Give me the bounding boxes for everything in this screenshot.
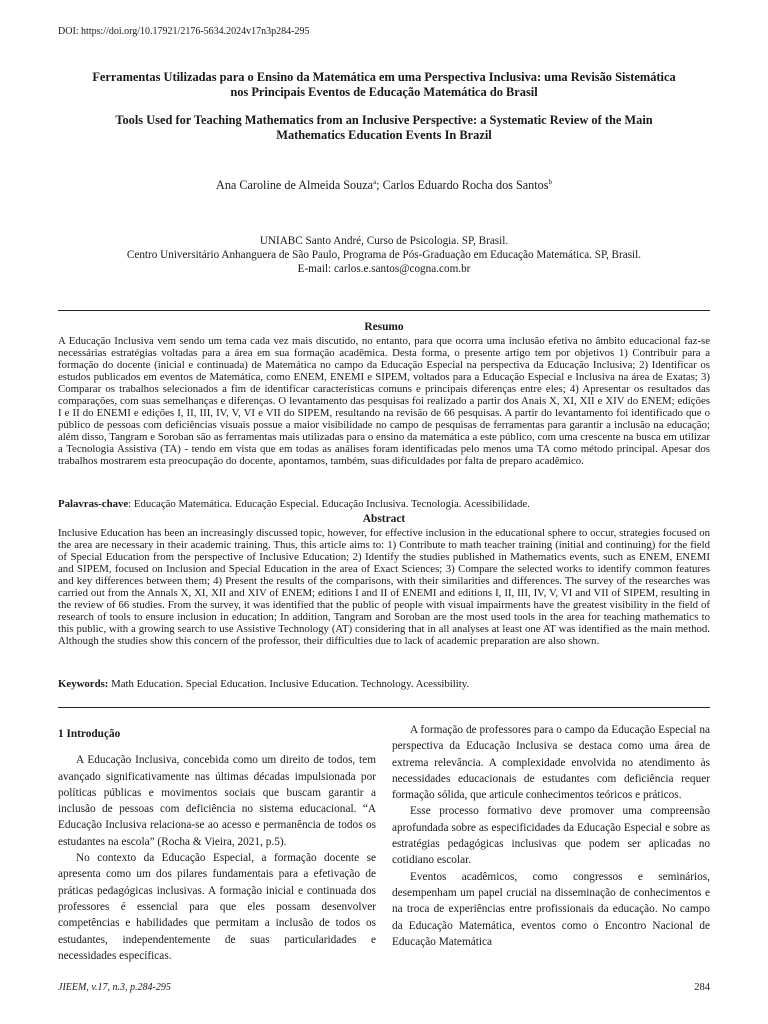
journal-citation: JIEEM, v.17, n.3, p.284-295	[58, 982, 171, 993]
author-list	[58, 178, 710, 193]
author-separator: ;	[376, 178, 383, 193]
title-pt-line2: nos Principais Eventos de Educação Matemática do Brasil	[230, 85, 538, 99]
title-english	[58, 113, 710, 143]
abstract-heading: Abstract	[362, 513, 406, 525]
body-paragraph: A formação de professores para o campo da Educação Especial na perspectiva da Educação Inclusiva se destaca como uma área de extrema relevância. A complexidade envolvida no atendimento às necessidades educacionais de estudantes com deficiência requer formação sólida, que articule conhecimentos teóricos e práticos.	[392, 724, 710, 802]
keywords-list: Math Education. Special Education. Inclusive Education. Technology. Acessibility.	[108, 678, 470, 690]
keywords	[58, 678, 710, 690]
palavras-chave	[58, 498, 710, 510]
resumo-text: A Educação Inclusiva vem sendo um tema cada vez mais discutido, no entanto, para que ocorra uma inclusão efetiva no âmbito educacional faz-se necessárias estratégias voltadas para a área em sua formação acadêmica. Desta forma, o presente artigo tem por objetivos 1) Contribuir para a formação do docente (inicial e continuada) de Matemática no campo da Educação Especial na perspectiva da Educação Inclusiva; 2) Identificar os estudos publicados em eventos de Matemática, como ENEM, ENEMI e SIPEM, voltados para a Educação Especial e Inclusiva na área de Exatas; 3) Comparar os trabalhos selecionados a fim de identificar características comuns e principais diferenças entre eles; 4) Apresentar os resultados das comparações, com suas semelhanças e diferenças. O levantamento das pesquisas foi realizado a partir dos Anais X, XI, XII e XIV do ENEM; edições I e II do ENEMI e edições I, II, III, IV, V, VI e VII do SIPEM, resultando na revisão de 66 pesquisas. A partir do levantamento foi identificado que o público de pessoas com deficiências visuais possue a maior visibilidade no campo de pesquisas de ferramentas para garantir a inclusão na educação; além disso, Tangram e Soroban são as ferramentas mais utilizadas para o ensino da matemática a este público, com uma crescente na busca em utilizar a Tecnologia Assistiva (TA) - tendo em vista que em todas as análises foram identificadas pelo menos uma TA como método principal. Apesar dos trabalhos mostrarem esta preocupação do docente, apontamos, também, suas dificuldades por falta de preparo acadêmico.	[58, 335, 710, 467]
body-paragraph: Esse processo formativo deve promover uma compreensão aprofundada sobre as especificidades da Educação Especial e sobre as estratégias pedagógicas inclusivas que podem ser aplicadas no cotidiano escolar.	[392, 805, 710, 867]
author-superscript: a	[373, 178, 377, 186]
contact-email[interactable]: E-mail: carlos.e.santos@cogna.com.br	[297, 263, 471, 275]
body-column-right	[392, 722, 710, 950]
divider	[58, 707, 710, 708]
title-en-line2: Mathematics Education Events In Brazil	[276, 128, 492, 142]
affiliation-line: UNIABC Santo André, Curso de Psicologia. SP, Brasil.	[259, 235, 509, 247]
title-en-line1: Tools Used for Teaching Mathematics from an Inclusive Perspective: a Systematic Review of the Main	[115, 113, 653, 127]
affiliation-line: Centro Universitário Anhanguera de São Paulo, Programa de Pós-Graduação em Educação Matemática. SP, Brasil.	[126, 249, 642, 261]
keywords-label: Keywords:	[58, 678, 109, 690]
divider	[58, 310, 710, 311]
affiliations	[58, 234, 710, 276]
author-name: Carlos Eduardo Rocha dos Santos	[382, 178, 549, 193]
title-pt-line1: Ferramentas Utilizadas para o Ensino da Matemática em uma Perspectiva Inclusiva: uma Revisão Sistemática	[92, 70, 676, 84]
author-name: Ana Caroline de Almeida Souza	[216, 178, 374, 193]
abstract-text: Inclusive Education has been an increasingly discussed topic, however, for effective inclusion in the educational sphere to occur, strategies focused on the area are necessary in their academic training. Thus, this article aims to: 1) Contribute to math teacher training (initial and continuing) for the field of Special Education from the perspective of Inclusive Education; 2) Identify the studies published in Mathematics events, such as ENEM, ENEMI and SIPEM, focused on Inclusion and Special Education in the area of Exact Sciences; 3) Compare the selected works to identify common features and key differences between them; 4) Present the results of the comparisons, with their similarities and differences. The survey of the researches was carried out from the Annals X, XI, XII and XIV of ENEM; editions I and II of ENEMI and editions I, II, III, IV, V, VI and VII of SIPEM, resulting in the review of 66 studies. From the survey, it was identified that the public of people with visual impairments have the greatest visibility in the field of research of tools to ensure inclusion in education; In addition, Tangram and Soroban are the most used tools in the area for teaching mathematics to this public, with a growing search to use Assistive Technology (AT) considering that in all analyses at least one AT was identified as the main method. Although the studies show this concern of the professor, their difficulties due to lack of academic preparation are also shown.	[58, 527, 710, 647]
title-portuguese	[58, 70, 710, 100]
body-paragraph: A Educação Inclusiva, concebida como um direito de todos, tem avançado significativamente nas últimas décadas impulsionada por políticas públicas e movimentos sociais que buscam garantir a inclusão de pessoas com deficiência no sistema educacional. “A Educação Inclusiva relaciona-se ao acesso e permanência de todos os estudantes na escola” (Rocha & Vieira, 2021, p.5).	[58, 754, 376, 848]
body-paragraph: Eventos acadêmicos, como congressos e seminários, desempenham um papel crucial na disseminação de conhecimentos e na troca de experiências entre profissionais da educação. No campo da Educação Matemática, eventos como o Encontro Nacional de Educação Matemática	[392, 870, 710, 948]
body-column-left	[58, 722, 376, 964]
page-number: 284	[694, 982, 710, 993]
keywords-label: Palavras-chave	[58, 498, 129, 510]
author-superscript: b	[548, 178, 552, 186]
resumo-heading: Resumo	[364, 321, 404, 333]
keywords-list: : Educação Matemática. Educação Especial. Educação Inclusiva. Tecnologia. Acessibilidade.	[128, 498, 530, 510]
body-paragraph: No contexto da Educação Especial, a formação docente se apresenta como um dos pilares fundamentais para a efetivação de práticas pedagógicas inclusivas. A formação inicial e continuada dos professores é essencial para que eles possam desenvolver competências e habilidades que permitam a inclusão de todos os estudantes, independentemente de suas particularidades e necessidades específicas.	[58, 852, 376, 962]
doi-link[interactable]: DOI: https://doi.org/10.17921/2176-5634.2024v17n3p284-295	[58, 26, 310, 37]
section-heading: 1 Introdução	[58, 728, 121, 740]
